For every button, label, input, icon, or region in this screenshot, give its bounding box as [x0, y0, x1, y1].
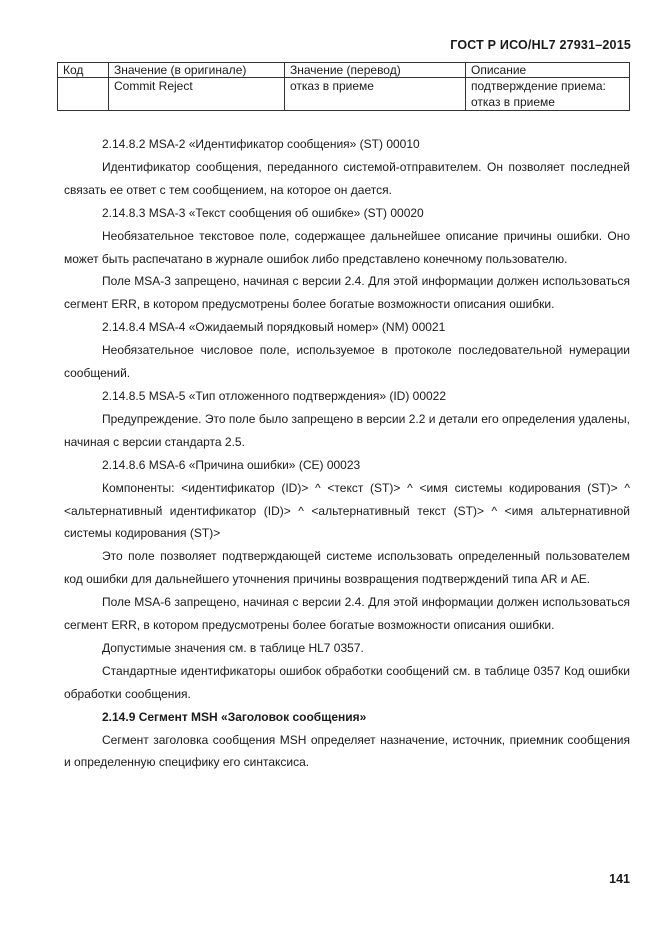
paragraph: Поле MSA-3 запрещено, начиная с версии 2.4. Для этой информации должен использоваться сегмент ERR, в котором предусмотрены более богатые возможности описания ошибки. [64, 274, 630, 312]
section-heading: 2.14.8.5 MSA-5 «Тип отложенного подтверждения» (ID) 00022 [102, 388, 447, 403]
page-number: 141 [609, 872, 630, 886]
document-body [64, 133, 630, 774]
paragraph: Идентификатор сообщения, переданного системой-отправителем. Он позволяет последней связать ее ответ с тем сообщением, на которое он дается. [64, 159, 630, 197]
paragraph: Поле MSA-6 запрещено, начиная с версии 2.4. Для этой информации должен использоваться сегмент ERR, в котором предусмотрены более богатые возможности описания ошибки. [64, 595, 630, 633]
section-heading: 2.14.8.4 MSA-4 «Ожидаемый порядковый номер» (NM) 00021 [102, 320, 446, 335]
table-header-row [58, 63, 630, 78]
section-heading: 2.14.8.6 MSA-6 «Причина ошибки» (CE) 00023 [102, 457, 361, 472]
table-header-cell: Значение (перевод) [285, 63, 466, 78]
paragraph: Необязательное числовое поле, используемое в протоколе последовательной нумерации сообщений. [64, 343, 630, 381]
paragraph: Это поле позволяет подтверждающей системе использовать определенный пользователем код ошибки для дальнейшего уточнения причины возвращения подтверждений типа AR и AE. [64, 549, 630, 587]
table-row [58, 78, 630, 111]
table-cell: Commit Reject [109, 78, 285, 111]
paragraph: Стандартные идентификаторы ошибок обработки сообщений см. в таблице 0357 Код ошибки обработки сообщения. [64, 663, 630, 701]
table-cell: подтверждение приема: отказ в приеме [466, 78, 630, 111]
table-cell: отказ в приеме [285, 78, 466, 111]
paragraph: Сегмент заголовка сообщения MSH определяет назначение, источник, приемник сообщения и определенную специфику его синтаксиса. [64, 732, 630, 770]
section-heading: 2.14.8.3 MSA-3 «Текст сообщения об ошибке» (ST) 00020 [102, 205, 424, 220]
paragraph: Предупреждение. Это поле было запрещено в версии 2.2 и детали его определения удалены, начиная с версии стандарта 2.5. [64, 411, 630, 449]
section-heading: 2.14.8.2 MSA-2 «Идентификатор сообщения» (ST) 00010 [102, 137, 420, 151]
table-header-cell: Описание [466, 63, 630, 78]
table-header-cell: Значение (в оригинале) [109, 63, 285, 78]
paragraph: Необязательное текстовое поле, содержащее дальнейшее описание причины ошибки. Оно может быть распечатано в журнале ошибок либо представлено конечному пользователю. [64, 228, 630, 266]
table-header-cell: Код [58, 63, 109, 78]
paragraph: Компоненты: <идентификатор (ID)> ^ <текст (ST)> ^ <имя системы кодирования (ST)> ^ <альтернативный идентификатор (ID)> ^ <альтернативный текст (ST)> ^ <имя альтернативной системы кодирования (ST)> [64, 480, 630, 541]
section-heading-bold: 2.14.9 Сегмент MSH «Заголовок сообщения» [102, 709, 367, 724]
document-header: ГОСТ Р ИСО/HL7 27931–2015 [450, 38, 631, 52]
paragraph: Допустимые значения см. в таблице HL7 0357. [102, 640, 364, 655]
table-cell [58, 78, 109, 111]
code-table [57, 62, 630, 111]
